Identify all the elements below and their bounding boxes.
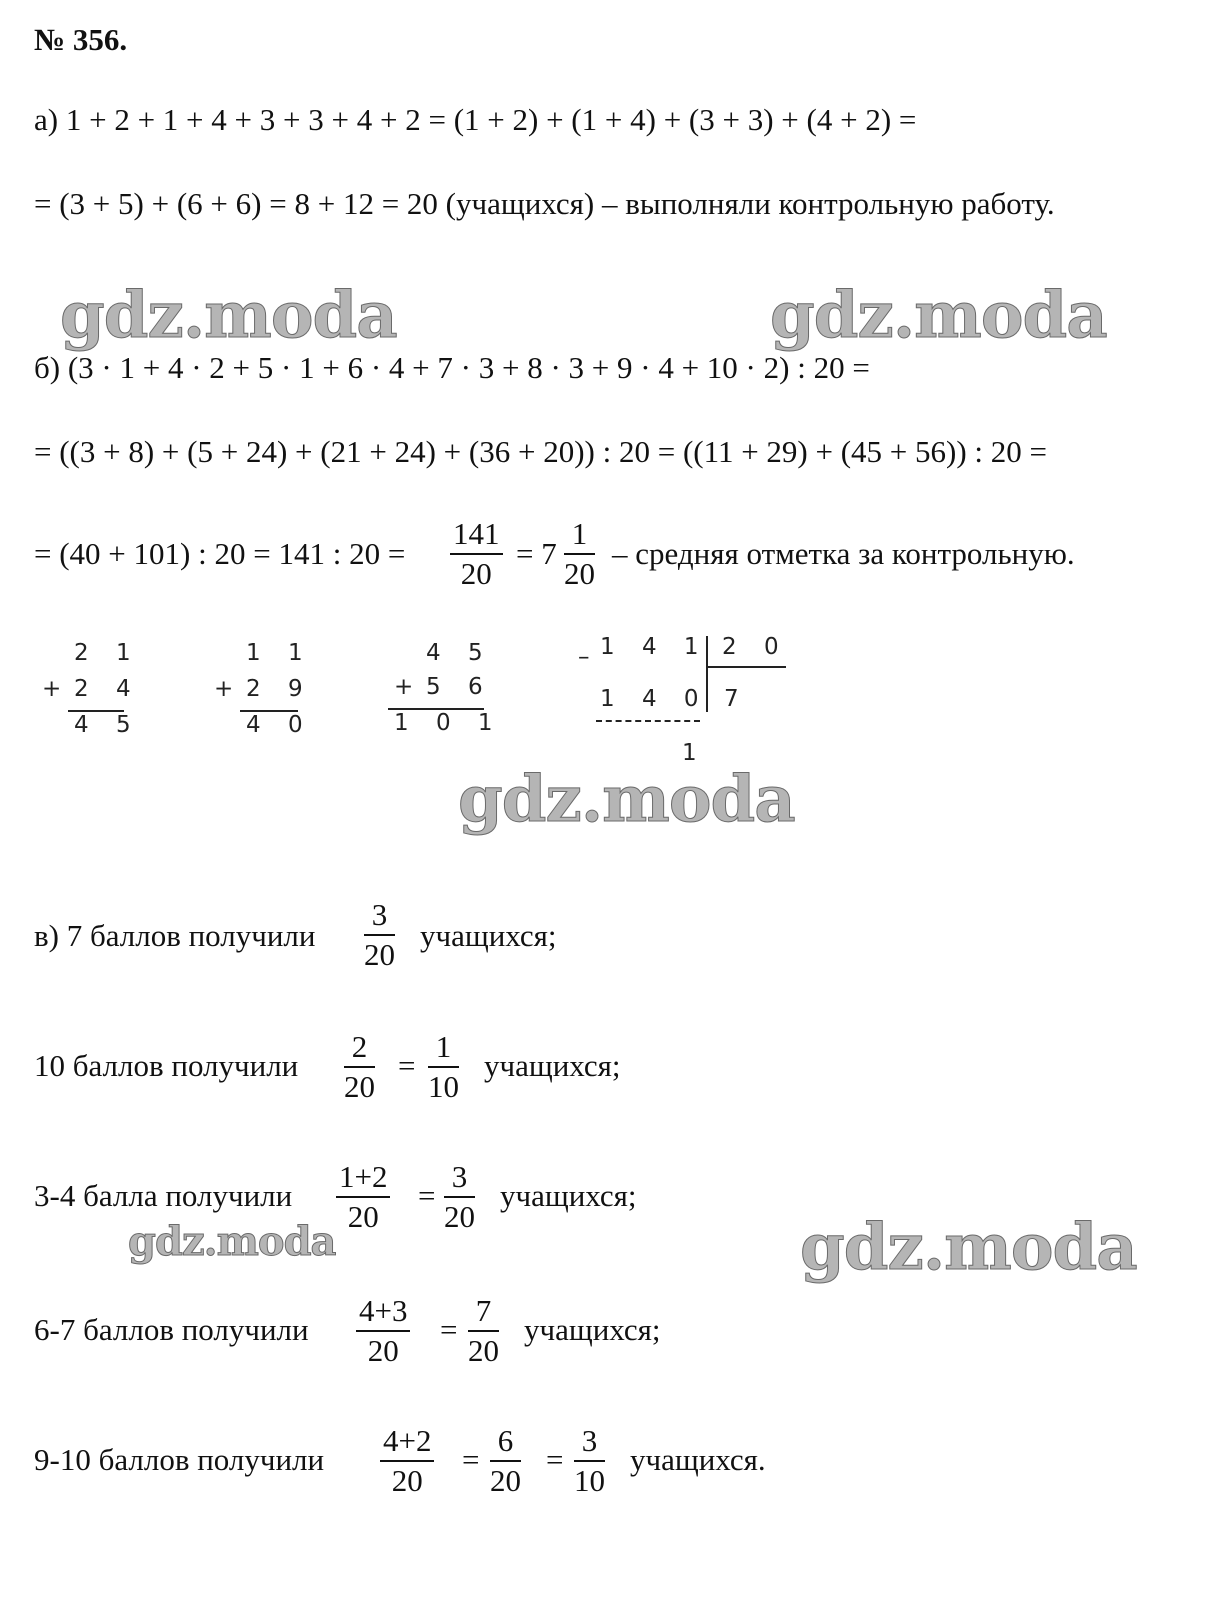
fraction-denominator: 20 (460, 556, 492, 591)
add2-sum: 4 0 (246, 712, 313, 738)
fraction-denominator: 20 (344, 1069, 375, 1104)
part-c-line-5-equals-1: = (462, 1442, 480, 1477)
fraction-4plus3-20 (356, 1294, 410, 1368)
watermark-2: gdz.moda (770, 278, 1107, 353)
part-c-line-5-suffix: учащихся. (630, 1442, 766, 1477)
part-b-line-3-prefix: = (40 + 101) : 20 = 141 : 20 = (34, 536, 406, 571)
fraction-denominator: 20 (364, 937, 395, 972)
add1-bottom: 2 4 (74, 676, 141, 702)
add1-sign: + (42, 676, 72, 702)
fraction-numerator: 3 (574, 1424, 605, 1462)
fraction-numerator: 4+2 (380, 1424, 434, 1462)
add1-top: 2 1 (74, 640, 141, 666)
part-c-line-4-equals: = (440, 1312, 458, 1347)
fraction-denominator: 20 (564, 556, 595, 591)
add3-sign: + (394, 674, 424, 700)
div-remainder: 1 (682, 740, 707, 766)
fraction-numerator: 141 (450, 517, 503, 555)
div-quotient: 7 (724, 686, 749, 712)
fraction-1plus2-20 (336, 1160, 390, 1234)
fraction-3-20-b (444, 1160, 475, 1234)
fraction-4plus2-20 (380, 1424, 434, 1498)
part-c-line-2-label: 10 баллов получили (34, 1048, 299, 1083)
equals-whole: = 7 (516, 536, 557, 571)
fraction-1-20 (564, 517, 595, 591)
part-c-line-1-suffix: учащихся; (420, 918, 557, 953)
part-c-line-3-label: 3-4 балла получили (34, 1178, 293, 1213)
fraction-denominator: 20 (468, 1333, 499, 1368)
part-c-line-5-label: 9-10 баллов получили (34, 1442, 325, 1477)
add2-bottom: 2 9 (246, 676, 313, 702)
part-c-line-1-label: в) 7 баллов получили (34, 918, 316, 953)
part-c-line-3-equals: = (418, 1178, 436, 1213)
fraction-numerator: 4+3 (356, 1294, 410, 1332)
part-c-line-2-suffix: учащихся; (484, 1048, 621, 1083)
watermark-3: gdz.moda (458, 762, 795, 837)
fraction-7-20 (468, 1294, 499, 1368)
fraction-6-20 (490, 1424, 521, 1498)
fraction-denominator: 20 (367, 1333, 399, 1368)
fraction-denominator: 20 (444, 1199, 475, 1234)
part-b-line-2: = ((3 + 8) + (5 + 24) + (21 + 24) + (36 + 20)) : 20 = ((11 + 29) + (45 + 56)) : 20 = (34, 434, 1048, 469)
fraction-numerator: 7 (468, 1294, 499, 1332)
watermark-4: gdz.moda (128, 1218, 336, 1265)
fraction-numerator: 1 (564, 517, 595, 555)
fraction-numerator: 1 (428, 1030, 459, 1068)
part-c-line-5-equals-2: = (546, 1442, 564, 1477)
div-dividend: 1 4 1 (600, 634, 709, 660)
fraction-numerator: 1+2 (336, 1160, 390, 1198)
part-b-line-3-suffix: – средняя отметка за контрольную. (612, 536, 1075, 571)
fraction-numerator: 2 (344, 1030, 375, 1068)
part-c-line-3-suffix: учащихся; (500, 1178, 637, 1213)
part-c-line-2-equals: = (398, 1048, 416, 1083)
fraction-denominator: 10 (428, 1069, 459, 1104)
add3-bottom: 5 6 (426, 674, 493, 700)
part-a-line-2: = (3 + 5) + (6 + 6) = 8 + 12 = 20 (учащихся) – выполняли контрольную работу. (34, 186, 1055, 221)
fraction-2-20 (344, 1030, 375, 1104)
add1-sum: 4 5 (74, 712, 141, 738)
div-sub-rule (596, 720, 700, 722)
fraction-numerator: 6 (490, 1424, 521, 1462)
part-c-line-4-suffix: учащихся; (524, 1312, 661, 1347)
watermark-5: gdz.moda (800, 1210, 1137, 1285)
div-divisor: 2 0 (722, 634, 789, 660)
part-b-line-1: б) (3 · 1 + 4 · 2 + 5 · 1 + 6 · 4 + 7 · 3 + 8 · 3 + 9 · 4 + 10 · 2) : 20 = (34, 350, 870, 385)
add3-top: 4 5 (426, 640, 493, 666)
div-divisor-rule (706, 666, 786, 668)
add2-top: 1 1 (246, 640, 313, 666)
add2-sign: + (214, 676, 244, 702)
fraction-denominator: 10 (574, 1463, 605, 1498)
fraction-3-20 (364, 898, 395, 972)
div-subtrahend: 1 4 0 (600, 686, 709, 712)
fraction-denominator: 20 (490, 1463, 521, 1498)
fraction-numerator: 3 (444, 1160, 475, 1198)
watermark-1: gdz.moda (60, 278, 397, 353)
add3-sum: 1 0 1 (394, 710, 503, 736)
div-sign: – (578, 644, 600, 670)
fraction-1-10 (428, 1030, 459, 1104)
fraction-numerator: 3 (364, 898, 395, 936)
fraction-141-20 (450, 517, 503, 591)
problem-number: № 356. (34, 22, 128, 57)
fraction-denominator: 20 (391, 1463, 423, 1498)
fraction-3-10 (574, 1424, 605, 1498)
part-c-line-4-label: 6-7 баллов получили (34, 1312, 309, 1347)
fraction-denominator: 20 (347, 1199, 379, 1234)
part-a-line-1: а) 1 + 2 + 1 + 4 + 3 + 3 + 4 + 2 = (1 + 2) + (1 + 4) + (3 + 3) + (4 + 2) = (34, 102, 917, 137)
